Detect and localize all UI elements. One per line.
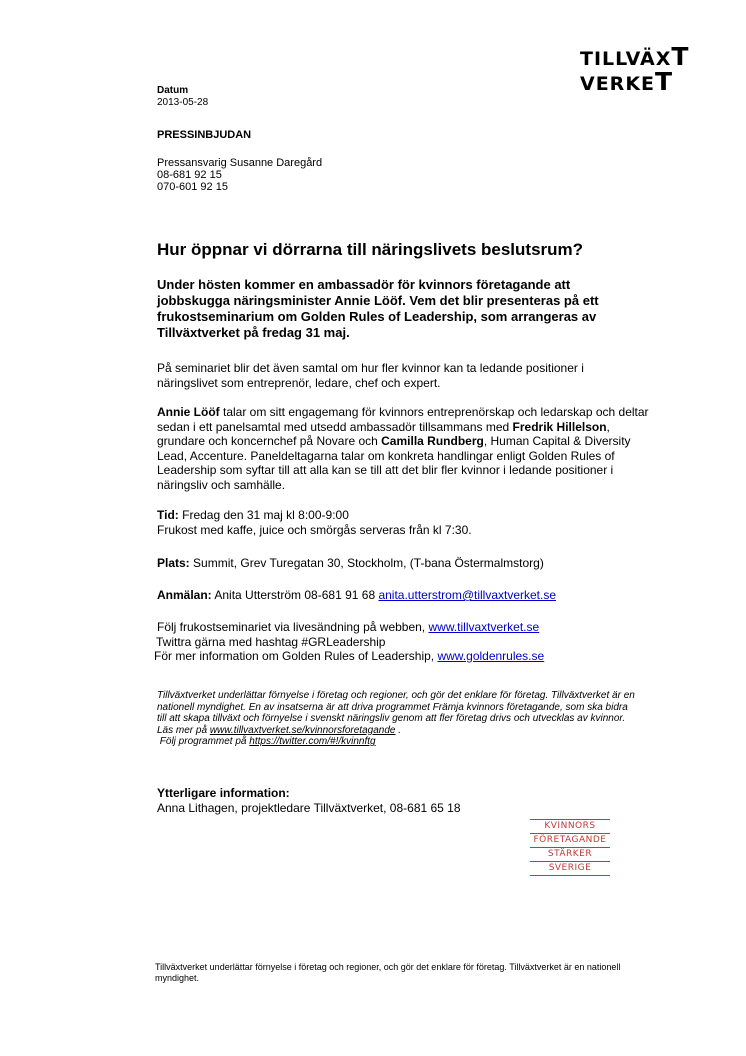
contact-block [157,157,322,193]
contact-name: Pressansvarig Susanne Daregård [157,157,323,169]
intro-paragraph: På seminariet blir det även samtal om hur fler kvinnor kan ta ledande positioner i näringslivet som entreprenör, ledare, chef och expert. [157,361,584,390]
twitter-link[interactable]: https://twitter.com/#!/kvinnftg [249,736,376,747]
doc-type: PRESSINBJUDAN [157,129,252,141]
time-value: Fredag den 31 maj kl 8:00-9:00 [178,508,349,522]
speakers-paragraph: Annie Lööf talar om sitt engagemang för kvinnors entreprenörskap och ledarskap och deltar sedan i ett panelsamtal med utsedd ambassadör tillsammans med Fredrik Hillelson, grundare och koncernchef på Novare och Camilla Rundberg, Human Capital & Diversity Lead, Accenture. Paneldeltagarna talar om konkreta handlingar enligt Golden Rules of Leadership som syftar till att alla kan se till att det blir fler kvinnor i ledande positioner i näringsliv och samhälle. [157,405,649,492]
time-block [157,508,657,537]
hashtag-line: Twittra gärna med hashtag #GRLeadership [156,634,386,649]
signup-label: Anmälan: [157,588,212,602]
page-footer: Tillväxtverket underlättar förnyelse i företag och regioner, och gör det enklare för företag. Tillväxtverket är en nationell myndighet. [155,962,621,983]
signup-value: Anita Utterström 08-681 91 68 [211,588,379,602]
speaker-name: Camilla Rundberg [381,434,484,448]
speaker-name: Annie Lööf [157,405,220,419]
place-label: Plats: [157,556,190,570]
date-value: 2013-05-28 [157,97,209,108]
time-label: Tid: [157,508,179,522]
date-label: Datum [157,85,189,96]
kvinnors-foretagande-logo: KVINNORS FÖRETAGANDE STÄRKER SVERIGE [530,819,610,876]
place-value: Summit, Grev Turegatan 30, Stockholm, (T-bana Östermalmstorg) [189,556,544,570]
follow-block: Följ frukostseminariet via livesändning på webben, www.tillvaxtverket.se Twittra gärna med hashtag #GRLeadership För mer information om Golden Rules of Leadership, www.goldenrules.se [155,620,655,664]
lead-paragraph: Under hösten kommer en ambassadör för kvinnors företagande att jobbskugga näringsminister Annie Lööf. Vem det blir presenteras på ett frukostseminarium om Golden Rules of Leadership, som arrangeras av Tillväxtverket på fredag 31 maj. [157,277,599,340]
webcast-link[interactable]: www.tillvaxtverket.se [428,620,540,634]
signup-email-link[interactable]: anita.utterstrom@tillvaxtverket.se [378,588,557,602]
signup-block [157,588,657,603]
program-link[interactable]: www.tillvaxtverket.se/kvinnorsforetagande [209,724,396,736]
contact-phone2: 070-601 92 15 [157,181,228,193]
more-info-heading: Ytterligare information: [157,786,290,800]
speaker-name: Fredrik Hillelson [512,419,607,434]
time-breakfast: Frukost med kaffe, juice och smörgås serveras från kl 7:30. [157,522,472,537]
tillvaxtverket-logo: TILLVÄXT VERKET [580,42,689,96]
place-block [157,556,657,571]
page-title: Hur öppnar vi dörrarna till näringslivets beslutsrum? [157,240,584,259]
more-info-line: Anna Lithagen, projektledare Tillväxtverket, 08-681 65 18 [157,801,461,815]
goldenrules-link[interactable]: www.goldenrules.se [437,649,545,663]
about-block: Tillväxtverket underlättar förnyelse i företag och regioner, och gör det enklare för företag. Tillväxtverket är en nationell myndighet. En av insatserna är att driva programmet Främja kvinnors företagande, som ska bidra till att skapa tillväxt och förnyelse i svenskt näringsliv genom att fler företag drivs och utvecklas av kvinnor. Läs mer på www.tillvaxtverket.se/kvinnorsforetagande . Följ programmet på https://twitter.com/#!/kvinnftg [157,690,635,747]
contact-phone1: 08-681 92 15 [157,169,222,181]
